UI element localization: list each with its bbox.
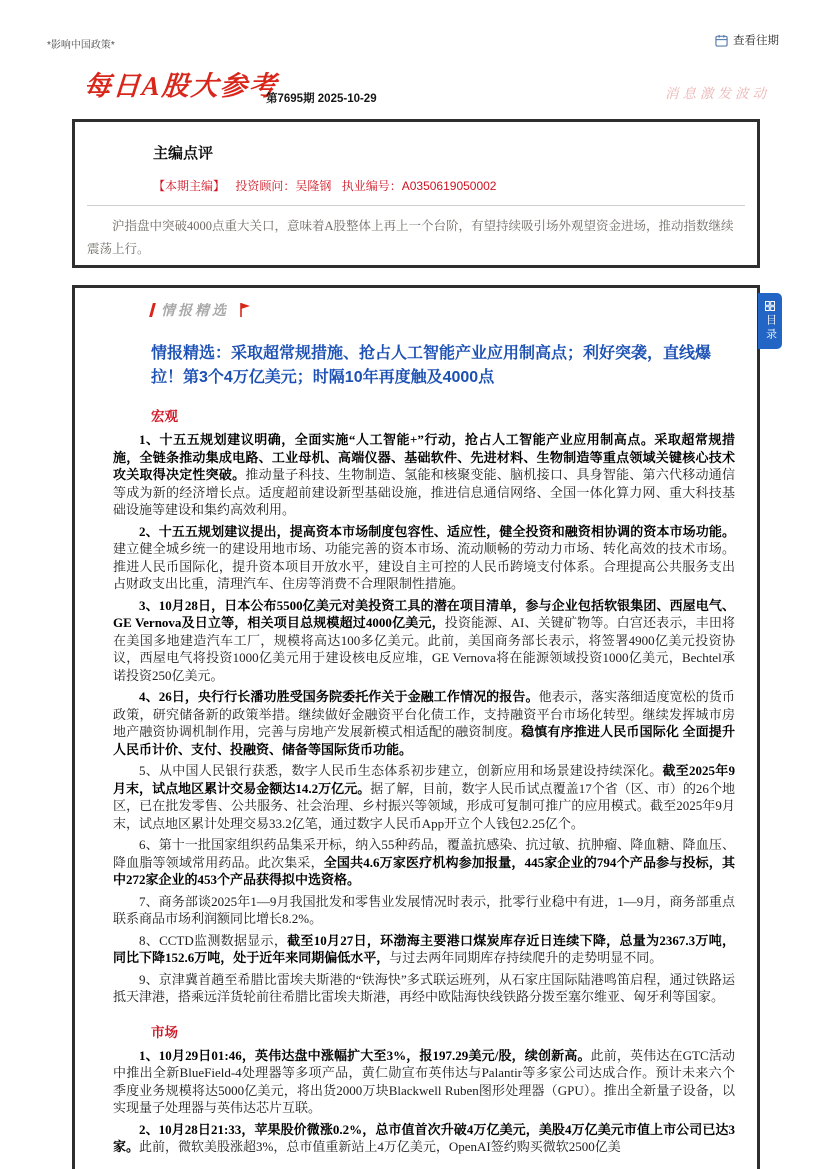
list-grid-icon (765, 301, 775, 311)
section-label: 市场 (151, 1024, 178, 1040)
news-item: 6、第十一批国家组织药品集采开标，纳入55种药品，覆盖抗感染、抗过敏、抗肿瘤、降血糖、降血压、降血脂等领域常用药品。此次集采，全国共4.6万家医疗机构参加报量，445家企业的794个产品参与投标，其中272家企业的453个产品获得拟中选资格。 (113, 837, 735, 887)
news-section (113, 405, 735, 1006)
headline: 情报精选：采取超常规措施、抢占人工智能产业应用制高点；利好突袭，直线爆拉！第3个4万亿美元；时隔10年再度触及4000点 (151, 345, 712, 386)
section-banner (151, 300, 735, 320)
calendar-icon (715, 34, 728, 47)
editor-byline (153, 177, 757, 194)
banner-label: 情报精选 (161, 302, 229, 318)
tagline: 消息激发波动 (665, 86, 770, 101)
editor-comment: 沪指盘中突破4000点重大关口，意味着A股整体上再上一个台阶，有望持续吸引场外观望资金进场，推动指数继续震荡上行。 (87, 219, 734, 256)
red-flag-icon (238, 302, 252, 318)
byline-label: 【本期主编】 (153, 179, 226, 193)
newsletter-logo: 每日A股大参考 (82, 71, 279, 101)
view-past-label: 查看往期 (733, 35, 779, 47)
editor-box-title: 主编点评 (153, 145, 214, 162)
news-item: 3、10月28日，日本公布5500亿美元对美投资工具的潜在项目清单，参与企业包括软银集团、西屋电气、GE Vernova及日立等，相关项目总规模超过4000亿美元，投资能源、AI、关键矿物等。白宫还表示，丰田将在美国多地建造汽车工厂，规模将高达100多亿美元。此前，美国商务部长表示，将签署4900亿美元投资协议，西屋电气将投资1000亿美元用于建设核电反应堆，GE Vernova将在能源领域投资1000亿美元，Bechtel承诺投资250亿美元。 (113, 597, 736, 683)
news-item: 2、10月28日21:33，苹果股价微涨0.2%，总市值首次升破4万亿美元，美股4万亿美元市值上市公司已达3家。此前，微软美股涨超3%，总市值重新站上4万亿美元，OpenAI签约购买微软2500亿美 (113, 1121, 735, 1154)
news-item: 8、CCTD监测数据显示，截至10月27日，环渤海主要港口煤炭库存近日连续下降，总量为2367.3万吨，同比下降152.6万吨，处于近年来同期偏低水平，与过去两年同期库存持续爬升的走势明显不同。 (113, 932, 735, 965)
news-item: 5、从中国人民银行获悉，数字人民币生态体系初步建立，创新应用和场景建设持续深化。截至2025年9月末，试点地区累计交易金额达14.2万亿元。据了解，目前，数字人民币试点覆盖17个省（区、市）的26个地区，已在批发零售、公共服务、社会治理、乡村振兴等领域，形成可复制可推广的应用模式。截至2025年9月末，试点地区累计处理交易33.2亿笔，通过数字人民币App开立个人钱包2.25亿个。 (113, 763, 735, 831)
divider (87, 205, 745, 206)
news-section (113, 1021, 735, 1156)
view-past-button[interactable] (715, 32, 779, 48)
policy-note: *影响中国政策* (47, 40, 115, 51)
toc-tab[interactable] (758, 293, 782, 349)
banner-accent-bar (149, 303, 156, 317)
news-item: 4、26日，央行行长潘功胜受国务院委托作关于金融工作情况的报告。他表示，落实落细适度宽松的货币政策，研究储备新的政策举措。继续做好金融资平台化债工作，支持融资平台市场化转型。继续发挥城市房地产融资协调机制作用，完善与房地产发展新模式相适配的融资制度。稳慎有序推进人民币国际化 全面提升人民币计价、支付、投融资、储备等国际货币功能。 (113, 689, 735, 757)
news-item: 7、商务部谈2025年1—9月我国批发和零售业发展情况时表示，批零行业稳中有进，1—9月，商务部重点联系商品市场利润额同比增长8.2%。 (113, 893, 735, 926)
issue-info: 第7695期 2025-10-29 (266, 93, 377, 105)
content-box (72, 285, 760, 1169)
news-item: 1、10月29日01:46，英伟达盘中涨幅扩大至3%，报197.29美元/股，续创新高。此前，英伟达在GTC活动中推出全新BlueField-4处理器等多项产品，黄仁勋宣布英伟达与Palantir等多家公司达成合作。预计未来六个季度业务规模将达5000亿美元，将出货2000万块Blackwell Ruben图形处理器（GPU）。推出全新量子设备，以实现量子处理器与英伟达芯片互联。 (113, 1047, 735, 1115)
section-label: 宏观 (151, 409, 178, 424)
news-item: 2、十五五规划建议提出，提高资本市场制度包容性、适应性，健全投资和融资相协调的资本市场功能。建立健全城乡统一的建设用地市场、功能完善的资本市场、流动顺畅的劳动力市场、转化高效的技术市场。推进人民币国际化，提升资本项目开放水平，建设自主可控的人民币跨境支付体系。合理提高公共服务支出占财政支出比重，清理汽车、住房等消费不合理限制性措施。 (113, 523, 735, 591)
news-item: 1、十五五规划建议明确，全面实施“人工智能+”行动，抢占人工智能产业应用制高点。采取超常规措施，全链条推动集成电路、工业母机、高端仪器、基础软件、先进材料、生物制造等重点领域关键核心技术攻关取得决定性突破。推动量子科技、生物制造、氢能和核聚变能、脑机接口、具身智能、第六代移动通信等成为新的经济增长点。适度超前建设新型基础设施，推进信息通信网络、全国一体化算力网、重大科技基础设施等建设和集约高效利用。 (113, 432, 735, 517)
toc-label: 目录 (764, 313, 777, 342)
license-number: 执业编号：A0350619050002 (341, 179, 497, 193)
advisor-name: 投资顾问：吴隆钢 (235, 179, 332, 193)
content-sections (113, 405, 735, 1156)
editor-comment-box (72, 119, 760, 268)
news-item: 9、京津冀首趟至希腊比雷埃夫斯港的“铁海快”多式联运班列，从石家庄国际陆港鸣笛启程，通过铁路运抵天津港，搭乘远洋货轮前往希腊比雷埃夫斯港，再经中欧陆海快线铁路分拨至塞尔维亚、匈牙利等国家。 (113, 971, 735, 1004)
